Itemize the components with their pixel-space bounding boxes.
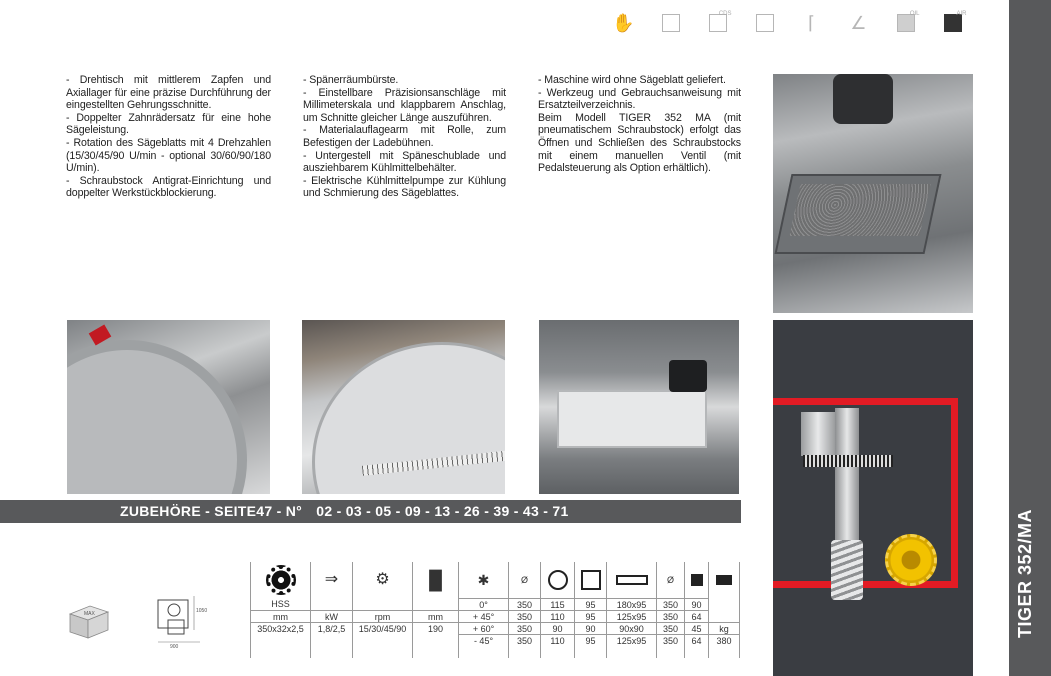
spec-angle: + 45°	[459, 610, 508, 622]
square-bar-icon	[581, 570, 601, 590]
spec-value: 190	[413, 622, 458, 634]
solid-square-icon	[691, 574, 703, 586]
paragraph: - Untergestell mit Späneschublade und ausziehbarem Kühlmittelbehälter.	[303, 149, 506, 175]
hydraulic-icon	[647, 8, 694, 38]
oil-icon: OIL	[882, 8, 929, 38]
manual-hand-icon: ✋	[612, 12, 635, 33]
paragraph: - Werkzeug und Gebrauchsanweisung mit Ersatzteilverzeichnis.	[538, 86, 741, 112]
spec-solid-square-column: 90 64 45 64	[684, 562, 708, 658]
spec-rect-column: 180x95 125x95 90x90 125x95	[606, 562, 656, 658]
spec-solid-column: Ø 350 350 350 350	[656, 562, 684, 658]
spec-round-column: 115 110 90 110	[540, 562, 574, 658]
spec-power-column	[310, 562, 352, 658]
model-title: TIGER 352/MA	[1015, 508, 1035, 638]
gearbox-diagram	[773, 320, 973, 676]
saw-head-graphic	[833, 74, 893, 124]
coolant-tank-graphic	[557, 390, 707, 448]
accessories-numbers: 02 - 03 - 05 - 09 - 13 - 26 - 39 - 43 - 71	[316, 503, 569, 519]
bracket-icon: ⌈	[807, 12, 816, 33]
coolant-pump-photo	[539, 320, 739, 494]
pump-motor-graphic	[669, 360, 707, 392]
gold-gear-graphic	[885, 534, 937, 586]
accessories-bar	[0, 500, 741, 523]
depth-dimension: 900	[170, 644, 179, 650]
spec-square-column: 95 95 90 95	[574, 562, 606, 658]
paragraph: Beim Modell TIGER 352 MA (mit pneumatischem Schraubstock) erfolgt das Öffnen und Schließen des Schraubstocks mit einem manuellen Ventil (mit Pedalsteuerung als Option erhältlich).	[538, 111, 741, 175]
air-icon: AIR	[929, 8, 976, 38]
turntable-graphic	[67, 340, 247, 494]
chips-graphic	[789, 184, 930, 236]
paragraph: - Rotation des Sägeblatts mit 4 Drehzahlen (15/30/45/90 U/min - optional 30/60/90/180 U/min).	[66, 136, 271, 175]
paragraph: - Drehtisch mit mittlerem Zapfen und Axiallager für eine präzise Durchführung der eingestellten Gehrungsschnitte.	[66, 74, 271, 112]
vice-icon	[741, 8, 788, 38]
spec-value: 15/30/45/90	[353, 622, 412, 634]
spec-weight-column	[708, 562, 740, 658]
description-column-2	[303, 74, 506, 200]
paragraph: - Schraubstock Antigrat-Einrichtung und doppelter Werkstückblockierung.	[66, 174, 271, 200]
rotating-table-photo	[67, 320, 270, 494]
cube-label: MAX	[84, 611, 95, 617]
speed-selector-icon: ⚙	[375, 571, 390, 588]
vice-opening-icon: █	[429, 570, 442, 590]
spec-speed-column	[352, 562, 412, 658]
rect-bar-icon	[616, 575, 648, 585]
spec-vice-column	[412, 562, 458, 658]
paragraph: - Materialauflagearm mit Rolle, zum Befestigen der Ladebühnen.	[303, 124, 506, 149]
spec-angle-column	[458, 562, 508, 658]
chip-drawer-photo	[773, 74, 973, 313]
worm-gear-graphic	[831, 540, 863, 600]
spec-angle: - 45°	[459, 634, 508, 646]
diameter-icon: Ø	[520, 575, 528, 585]
spec-header: HSS	[271, 599, 290, 609]
angle-icon: ∠	[850, 12, 867, 33]
paragraph: - Einstellbare Präzisionsanschläge mit Millimeterskala und klappbarem Anschlag, um Schnitte gleicher Länge auszuführen.	[303, 86, 506, 124]
spec-unit: mm	[413, 610, 458, 622]
paragraph: - Maschine wird ohne Sägeblatt geliefert.	[538, 74, 726, 86]
paragraph: - Elektrische Kühlmittelpumpe zur Kühlung und Schmierung des Sägeblattes.	[303, 174, 506, 200]
max-cube-icon	[64, 598, 114, 642]
spec-tube-column: Ø 350 350 350 350	[508, 562, 540, 658]
motor-plug-icon: ⇒	[324, 571, 339, 588]
spec-angle: + 60°	[459, 622, 508, 634]
height-dimension: 1050	[196, 608, 208, 614]
feature-icon-bar	[600, 6, 980, 40]
cut-angle-icon: ✱	[477, 572, 490, 588]
round-bar-icon	[548, 570, 568, 590]
scale-table-photo	[302, 320, 505, 494]
coolant-icon: CDS	[694, 8, 741, 38]
side-tab	[1009, 0, 1051, 676]
spec-value: 350x32x2,5	[251, 622, 310, 634]
spec-unit: kg	[709, 622, 739, 634]
paragraph: - Spänerräumbürste.	[303, 74, 399, 86]
machine-dimensions-drawing	[150, 590, 220, 650]
description-column-3	[538, 74, 741, 175]
gear-graphic	[801, 412, 835, 456]
table-graphic	[312, 342, 505, 494]
gear-teeth-graphic	[803, 455, 893, 467]
spec-unit: mm	[251, 610, 310, 622]
paragraph: - Doppelter Zahnrädersatz für eine hohe Sägeleistung.	[66, 111, 271, 137]
spec-unit: rpm	[353, 610, 412, 622]
weight-icon	[716, 575, 732, 585]
spec-unit: kW	[311, 610, 352, 622]
spec-value: 1,8/2,5	[311, 622, 352, 634]
saw-blade-icon	[266, 565, 296, 595]
diameter-solid-icon: Ø	[666, 575, 674, 585]
spec-angle: 0°	[459, 598, 508, 610]
description-column-1	[66, 74, 271, 200]
spec-blade-column	[250, 562, 310, 658]
accessories-label: ZUBEHÖRE - SEITE47 - N°	[120, 503, 303, 519]
spec-value: 380	[709, 634, 739, 646]
